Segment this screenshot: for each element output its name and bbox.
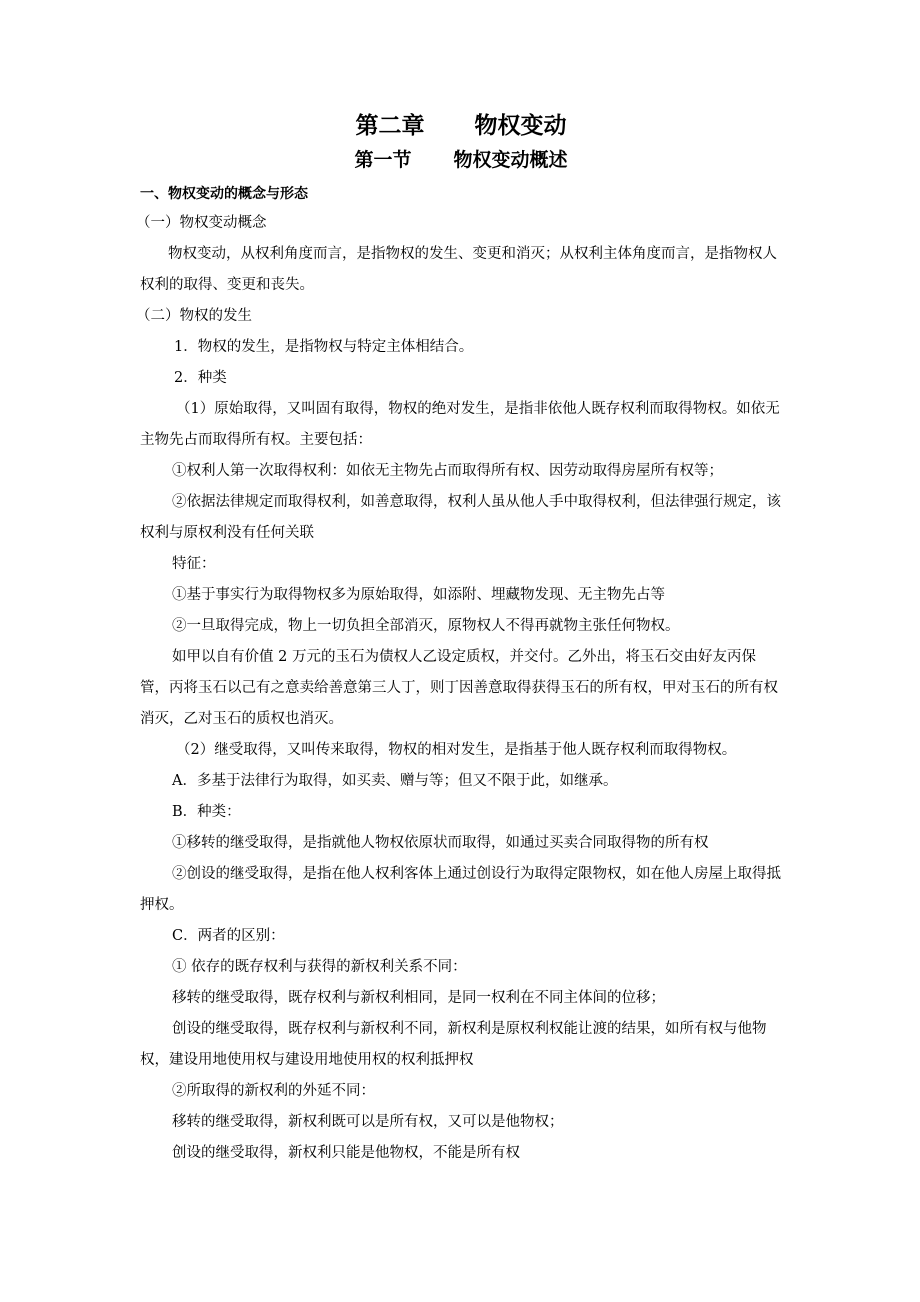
- paragraph: （2）继受取得，又叫传来取得，物权的相对发生，是指基于他人既存权利而取得物权。: [176, 742, 737, 758]
- section-title: [140, 146, 782, 180]
- paragraph: ②依据法律规定而取得权利，如善意取得，权利人虽从他人手中取得权利，但法律强行规定，该权利与原权利没有任何关联: [140, 494, 781, 541]
- paragraph: ①权利人第一次取得权利：如依无主物先占而取得所有权、因劳动取得房屋所有权等；: [172, 463, 723, 479]
- paragraph: 如甲以自有价值 2 万元的玉石为债权人乙设定质权，并交付。乙外出，将玉石交由好友丙保管，丙将玉石以己有之意卖给善意第三人丁，则丁因善意取得获得玉石的所有权，甲对玉石的所有权消灭，乙对玉石的质权也消灭。: [140, 649, 778, 727]
- paragraph: B．种类：: [172, 804, 241, 820]
- paragraph: A．多基于法律行为取得，如买卖、赠与等；但又不限于此，如继承。: [172, 773, 618, 789]
- section-name: 物权变动概述: [453, 149, 568, 171]
- paragraph: ②所取得的新权利的外延不同：: [172, 1083, 375, 1099]
- paragraph: ① 依存的既存权利与获得的新权利关系不同：: [172, 959, 467, 975]
- paragraph: 物权变动，从权利角度而言，是指物权的发生、变更和消灭；从权利主体角度而言，是指物权人权利的取得、变更和丧失。: [140, 246, 777, 293]
- paragraph: 移转的继受取得，新权利既可以是所有权，又可以是他物权；: [172, 1114, 564, 1130]
- heading-concept-and-forms: 一、物权变动的概念与形态: [140, 186, 308, 202]
- document-page: [136, 110, 782, 1169]
- paragraph: （二）物权的发生: [136, 308, 252, 324]
- chapter-name: 物权变动: [474, 112, 567, 139]
- paragraph: 创设的继受取得，新权利只能是他物权，不能是所有权: [172, 1145, 520, 1161]
- paragraph: ①基于事实行为取得物权多为原始取得，如添附、埋藏物发现、无主物先占等: [172, 587, 665, 603]
- paragraph: C．两者的区别：: [172, 928, 285, 944]
- paragraph: 2．种类: [174, 370, 227, 386]
- paragraph: 特征：: [172, 556, 216, 572]
- paragraph: ②创设的继受取得，是指在他人权利客体上通过创设行为取得定限物权，如在他人房屋上取得抵押权。: [140, 866, 781, 913]
- chapter-label: 第二章: [355, 112, 425, 139]
- paragraph: （1）原始取得，又叫固有取得，物权的绝对发生，是指非依他人既存权利而取得物权。如依无主物先占而取得所有权。主要包括：: [140, 401, 780, 448]
- paragraph: 移转的继受取得，既存权利与新权利相同，是同一权利在不同主体间的位移；: [172, 990, 665, 1006]
- paragraph: ②一旦取得完成，物上一切负担全部消灭，原物权人不得再就物主张任何物权。: [172, 618, 680, 634]
- paragraph: 创设的继受取得，既存权利与新权利不同，新权利是原权利权能让渡的结果，如所有权与他物权，建设用地使用权与建设用地使用权的权利抵押权: [140, 1021, 767, 1068]
- chapter-title: [140, 110, 782, 146]
- paragraph: 1．物权的发生，是指物权与特定主体相结合。: [174, 339, 474, 355]
- paragraph: ①移转的继受取得，是指就他人物权依原状而取得，如通过买卖合同取得物的所有权: [172, 835, 709, 851]
- body-text: [136, 208, 782, 1169]
- paragraph: （一）物权变动概念: [136, 215, 267, 231]
- section-label: 第一节: [354, 149, 412, 171]
